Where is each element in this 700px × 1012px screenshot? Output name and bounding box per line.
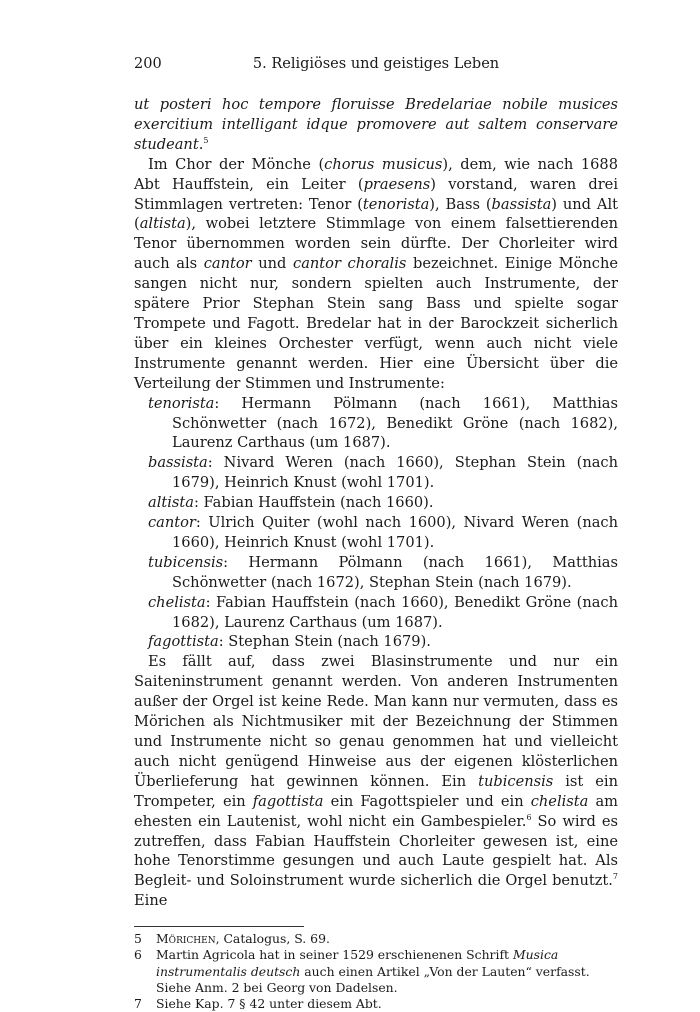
text-run: Im Chor der Mönche ( xyxy=(148,155,325,173)
voice-members: : Fabian Hauffstein (nach 1660). xyxy=(193,494,434,512)
text-run: So wird es zutreffen, dass Fabian Hauffstein Chorleiter gewesen ist, eine hohe Tenorstimme gesungen und auch Laute gespielt hat. Als Begleit- und Soloinstrument wurde sicherlich die Orgel benutzt. xyxy=(134,812,618,890)
footnote-ref-6: 6 xyxy=(526,812,532,822)
footnote-ref-7: 7 xyxy=(612,872,618,882)
footnote-5 xyxy=(134,931,618,947)
voice-members: : Ulrich Quiter (wohl nach 1600), Nivard Weren (nach 1660), Heinrich Knust (wohl 1701). xyxy=(172,514,618,551)
list-item xyxy=(134,593,618,633)
footnote-7 xyxy=(134,996,618,1012)
voice-term: altista xyxy=(148,494,194,512)
author-name: Mörichen xyxy=(156,931,216,947)
term-italic: cantor xyxy=(203,255,252,273)
footnote-ref-5: 5 xyxy=(203,135,209,145)
footnote-text: Siehe Kap. 7 § 42 unter diesem Abt. xyxy=(156,995,382,1011)
term-italic: chelista xyxy=(530,792,589,810)
list-item xyxy=(134,493,618,513)
voice-members: : Hermann Pölmann (nach 1661), Matthias Schönwetter (nach 1672), Stephan Stein (nach 1679). xyxy=(172,553,618,591)
voice-term: chelista xyxy=(148,593,206,611)
term-italic: tenorista xyxy=(362,195,430,213)
list-item xyxy=(134,513,618,553)
text-run: ) und Alt ( xyxy=(134,195,618,233)
voice-members: : Hermann Pölmann (nach 1661), Matthias Schönwetter (nach 1672), Benedikt Gröne (nach 1682), Laurenz Carthaus (um 1687). xyxy=(172,394,618,452)
text-run: ), Bass ( xyxy=(429,195,492,213)
list-item xyxy=(134,394,618,454)
page-header xyxy=(134,56,618,78)
list-item xyxy=(134,632,618,652)
term-italic: chorus musicus xyxy=(324,155,443,173)
voice-term: bassista xyxy=(148,454,208,472)
footnote-text: auch einen Artikel „Von der Lauten“ verfasst. Siehe Anm. 2 bei Georg von Dadelsen. xyxy=(156,963,590,995)
work-title: Musica instrumentalis deutsch xyxy=(156,947,559,979)
text-run: bezeichnet. Einige Mönche sangen nicht nur, sondern spielten auch Instrumente, der spätere Prior Stephan Stein sang Bass und spielte sogar Trompete und Fagott. Bredelar hat in der Barockzeit sicherlich über ein kleines Orchester verfügt, wenn auch nicht viele Instrumente genannt werden. Hier eine Übersicht über die Verteilung der Stimmen und Instrumente: xyxy=(134,255,618,392)
voice-term: tubicensis xyxy=(148,553,224,571)
paragraph-instruments xyxy=(134,652,618,911)
term-italic: praesens xyxy=(363,175,431,193)
text-run: am ehesten ein Lautenist, wohl nicht ein Gambespieler. xyxy=(134,792,619,830)
text-run: ist ein Trompeter, ein xyxy=(134,772,618,810)
footnote-number: 6 xyxy=(134,947,142,963)
footnote-text: Martin Agricola hat in seiner 1529 erschienenen Schrift xyxy=(156,947,513,963)
voice-members: : Nivard Weren (nach 1660), Stephan Stein (nach 1679), Heinrich Knust (wohl 1701). xyxy=(172,454,618,492)
text-run: und xyxy=(251,255,294,273)
latin-quote: ut posteri hoc tempore floruisse Bredelariae nobile musices exercitium intelligant idque promovere aut saltem conservare studeant. xyxy=(134,96,618,153)
text-run: Eine xyxy=(134,892,168,910)
list-item xyxy=(134,453,618,493)
footnotes xyxy=(134,931,618,1012)
footnote-number: 7 xyxy=(134,995,142,1011)
term-italic: altista xyxy=(139,215,186,233)
book-page xyxy=(134,56,618,1012)
voice-term: cantor xyxy=(148,514,196,532)
paragraph-choir xyxy=(134,155,618,394)
footnote-6 xyxy=(134,947,618,996)
voice-term: tenorista xyxy=(148,394,215,412)
term-italic: bassista xyxy=(491,195,552,213)
body-text xyxy=(134,95,618,911)
text-run: ein Fagottspieler und ein xyxy=(323,792,531,810)
running-head: 5. Religiöses und geistiges Leben xyxy=(252,56,500,72)
list-item xyxy=(134,553,618,593)
voice-members: : Fabian Hauffstein (nach 1660), Benedikt Gröne (nach 1682), Laurenz Carthaus (um 1687). xyxy=(172,593,618,631)
text-run: Es fällt auf, dass zwei Blasinstrumente und nur ein Saiteninstrument genannt werden. Von anderen Instrumenten außer der Orgel ist keine Rede. Man kann nur vermuten, dass es Mörichen als Nichtmusiker mit der Bezeichnung der Stimmen und Instrumente nicht so genau genommen hat und vielleicht auch nicht genügend Hinweise aus der eigenen klösterlichen Überlieferung hat gewinnen können. Ein xyxy=(134,653,618,790)
term-italic: tubicensis xyxy=(478,772,554,790)
voice-members: : Stephan Stein (nach 1679). xyxy=(218,633,431,651)
paragraph-latin-quote xyxy=(134,95,618,155)
footnote-text: , Catalogus, S. 69. xyxy=(215,931,330,947)
term-italic: fagottista xyxy=(252,792,324,810)
term-italic: cantor choralis xyxy=(293,255,407,273)
text-run: ) vorstand, waren drei Stimmlagen vertreten: Tenor ( xyxy=(134,175,618,213)
footnote-divider xyxy=(134,926,304,927)
text-run: ), wobei letztere Stimmlage von einem falsettierenden Tenor übernommen worden sein dürfte. Der Chorleiter wird auch als xyxy=(134,215,618,273)
voice-term: fagottista xyxy=(148,633,219,651)
footnote-number: 5 xyxy=(134,931,142,947)
text-run: ), dem, wie nach 1688 Abt Hauffstein, ein Leiter ( xyxy=(134,155,618,193)
page-number: 200 xyxy=(134,56,162,72)
